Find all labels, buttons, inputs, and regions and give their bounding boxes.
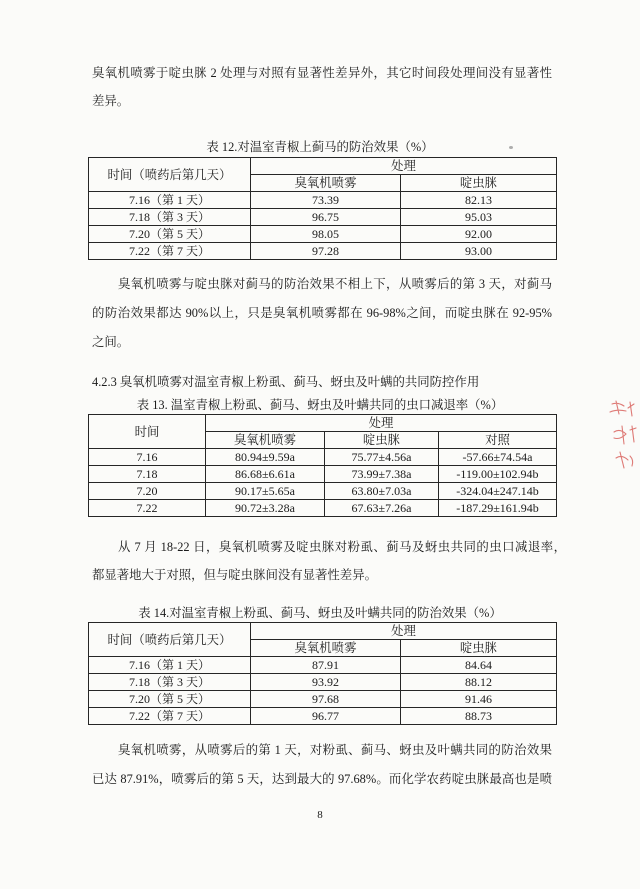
paragraph-line: 已达 87.91%，喷雾后的第 5 天，达到最大的 97.68%。而化学农药啶虫脒最高也是喷 xyxy=(92,772,552,786)
red-seal-mark xyxy=(604,398,640,478)
value-cell: 98.05 xyxy=(251,226,401,243)
paragraph-line: 都显著地大于对照，但与啶虫脒间没有显著性差异。 xyxy=(92,568,377,582)
paragraph-line: 臭氧机喷雾于啶虫脒 2 处理与对照有显著性差异外，其它时间段处理间没有显著性 xyxy=(92,66,552,80)
value-cell: 96.75 xyxy=(251,209,401,226)
table-row xyxy=(89,657,557,674)
paragraph-line: 臭氧机喷雾与啶虫脒对蓟马的防治效果不相上下，从喷雾后的第 3 天，对蓟马 xyxy=(118,277,552,291)
value-cell: 84.64 xyxy=(401,657,557,674)
time-cell: 7.20（第 5 天） xyxy=(89,691,251,708)
time-cell: 7.18 xyxy=(89,466,206,483)
paragraph-line: 之间。 xyxy=(92,335,130,349)
table-14-caption: 表 14.对温室青椒上粉虱、蓟马、蚜虫及叶螨共同的防治效果（%） xyxy=(138,606,502,620)
table-12-caption: 表 12.对温室青椒上蓟马的防治效果（%） xyxy=(206,140,434,154)
value-cell: 86.68±6.61a xyxy=(206,466,325,483)
value-cell: 63.80±7.03a xyxy=(325,483,439,500)
table-13 xyxy=(88,414,557,517)
time-cell: 7.18（第 3 天） xyxy=(89,209,251,226)
column-header-acetamiprid: 啶虫脒 xyxy=(325,432,439,449)
column-header-ozone-spray: 臭氧机喷雾 xyxy=(251,175,401,192)
value-cell: 96.77 xyxy=(251,708,401,725)
treatment-group-header: 处理 xyxy=(251,158,557,175)
table-row xyxy=(89,674,557,691)
column-header-control: 对照 xyxy=(439,432,557,449)
time-cell: 7.18（第 3 天） xyxy=(89,674,251,691)
value-cell: 97.28 xyxy=(251,243,401,260)
table-row xyxy=(89,483,557,500)
time-cell: 7.20 xyxy=(89,483,206,500)
table-row xyxy=(89,243,557,260)
treatment-group-header: 处理 xyxy=(206,415,557,432)
time-column-header: 时间 xyxy=(89,415,206,449)
time-cell: 7.16 xyxy=(89,449,206,466)
value-cell: 80.94±9.59a xyxy=(206,449,325,466)
value-cell: 82.13 xyxy=(401,192,557,209)
section-heading: 4.2.3 臭氧机喷雾对温室青椒上粉虱、蓟马、蚜虫及叶螨的共同防控作用 xyxy=(92,375,480,389)
time-cell: 7.22（第 7 天） xyxy=(89,243,251,260)
value-cell: -187.29±161.94b xyxy=(439,500,557,517)
value-cell: -119.00±102.94b xyxy=(439,466,557,483)
value-cell: 97.68 xyxy=(251,691,401,708)
time-column-header: 时间（喷药后第几天） xyxy=(89,623,251,657)
value-cell: 90.17±5.65a xyxy=(206,483,325,500)
value-cell: -324.04±247.14b xyxy=(439,483,557,500)
table-row xyxy=(89,209,557,226)
time-cell: 7.16（第 1 天） xyxy=(89,192,251,209)
paragraph-line: 从 7 月 18-22 日，臭氧机喷雾及啶虫脒对粉虱、蓟马及蚜虫共同的虫口减退率， xyxy=(118,540,566,554)
table-row xyxy=(89,708,557,725)
value-cell: 88.12 xyxy=(401,674,557,691)
value-cell: 90.72±3.28a xyxy=(206,500,325,517)
time-column-header: 时间（喷药后第几天） xyxy=(89,158,251,192)
value-cell: 92.00 xyxy=(401,226,557,243)
value-cell: 95.03 xyxy=(401,209,557,226)
table-13-caption: 表 13. 温室青椒上粉虱、蓟马、蚜虫及叶螨共同的虫口减退率（%） xyxy=(136,398,504,412)
value-cell: 73.99±7.38a xyxy=(325,466,439,483)
value-cell: 75.77±4.56a xyxy=(325,449,439,466)
paragraph-line: 差异。 xyxy=(92,94,130,108)
column-header-ozone-spray: 臭氧机喷雾 xyxy=(251,640,401,657)
table-row xyxy=(89,226,557,243)
paragraph-line: 臭氧机喷雾，从喷雾后的第 1 天，对粉虱、蓟马、蚜虫及叶螨共同的防治效果 xyxy=(118,743,552,757)
value-cell: 88.73 xyxy=(401,708,557,725)
table-row xyxy=(89,466,557,483)
column-header-ozone-spray: 臭氧机喷雾 xyxy=(206,432,325,449)
value-cell: 87.91 xyxy=(251,657,401,674)
time-cell: 7.20（第 5 天） xyxy=(89,226,251,243)
time-cell: 7.16（第 1 天） xyxy=(89,657,251,674)
table-header-row xyxy=(89,158,557,175)
column-header-acetamiprid: 啶虫脒 xyxy=(401,175,557,192)
value-cell: 93.00 xyxy=(401,243,557,260)
treatment-group-header: 处理 xyxy=(251,623,557,640)
table-row xyxy=(89,500,557,517)
value-cell: 67.63±7.26a xyxy=(325,500,439,517)
table-row xyxy=(89,192,557,209)
scan-speck xyxy=(509,146,513,149)
table-14 xyxy=(88,622,557,725)
paragraph-line: 的防治效果都达 90%以上，只是臭氧机喷雾都在 96-98%之间，而啶虫脒在 92-95% xyxy=(92,306,552,320)
value-cell: 93.92 xyxy=(251,674,401,691)
table-row xyxy=(89,691,557,708)
table-header-row xyxy=(89,623,557,640)
time-cell: 7.22 xyxy=(89,500,206,517)
table-row xyxy=(89,449,557,466)
column-header-acetamiprid: 啶虫脒 xyxy=(401,640,557,657)
value-cell: 73.39 xyxy=(251,192,401,209)
page-number: 8 xyxy=(317,809,323,821)
time-cell: 7.22（第 7 天） xyxy=(89,708,251,725)
value-cell: 91.46 xyxy=(401,691,557,708)
value-cell: -57.66±74.54a xyxy=(439,449,557,466)
table-header-row xyxy=(89,415,557,432)
table-12 xyxy=(88,157,557,260)
